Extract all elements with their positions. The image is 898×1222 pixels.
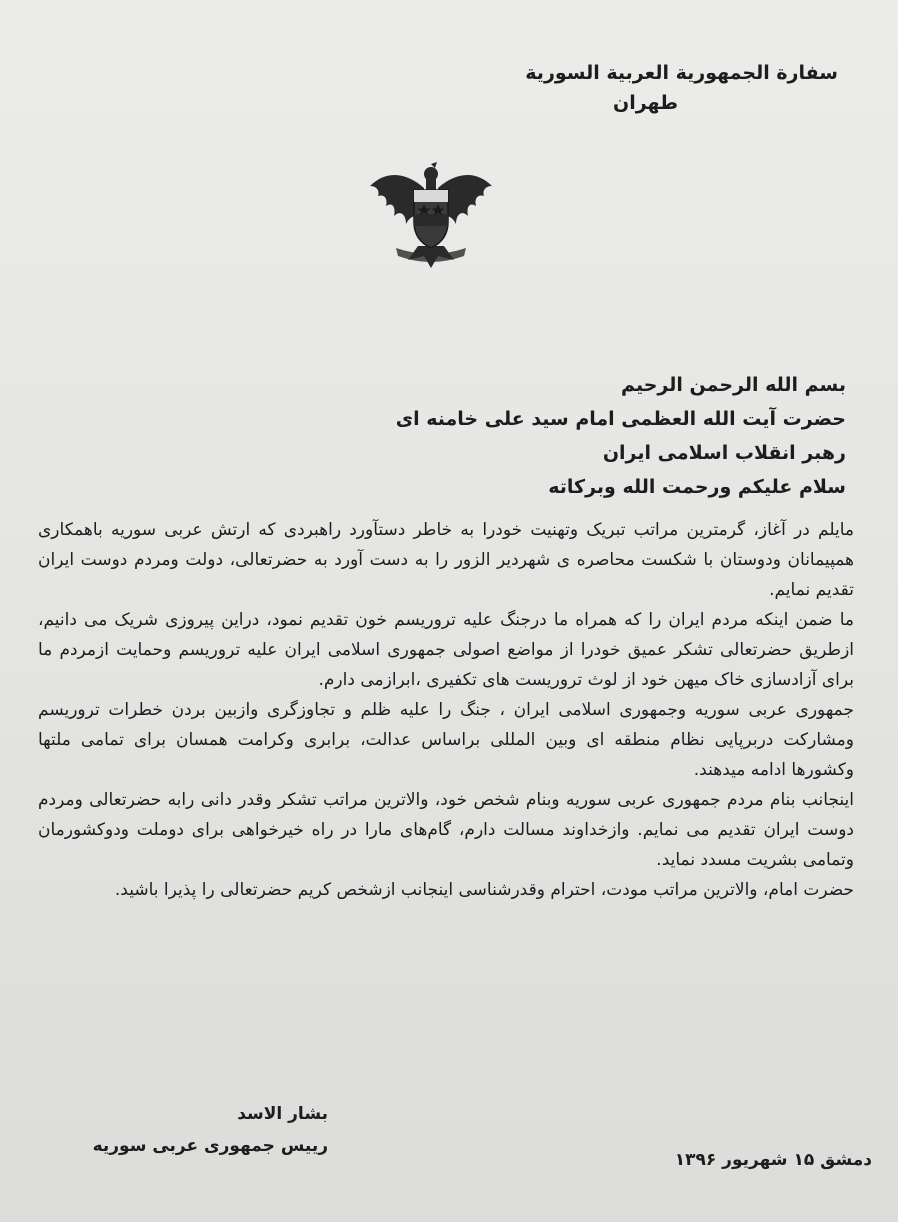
body-paragraph: ما ضمن اینکه مردم ایران را که همراه ما درجنگ علیه تروریسم خون تقدیم نمود، دراین پیروزی شریک می دانیم، ازطریق حضرتعالی تشکر عمیق خودرا از مواضع اصولی جمهوری اسلامی ایران علیه تروریسم وحمایت ازمردم ما برای آزادسازی خاک میهن خود از لوث تروریست های تکفیری ،ابرازمی دارم. <box>38 610 854 690</box>
body-paragraph: حضرت امام، والاترین مراتب مودت، احترام وقدرشناسی اینجانب ازشخص کریم حضرتعالی را پذیرا باشید. <box>114 880 854 900</box>
letterhead <box>508 58 838 118</box>
embassy-city: طهران <box>613 92 678 114</box>
body-paragraph: جمهوری عربی سوریه وجمهوری اسلامی ایران ، جنگ را علیه ظلم و تجاوزگری وازبین بردن خطرات تروریسم ومشارکت دربرپایی نظام منطقه ای وبین المللی براساس عدالت، برابری وکرامت همسان برای تمامی ملتها وکشورها ادامه میدهند. <box>38 700 854 780</box>
body-paragraph: اینجانب بنام مردم جمهوری عربی سوریه وبنام شخص خود، والاترین مراتب تشکر وقدر دانی رابه حضرتعالی ومردم دوست ایران تقدیم می نمایم. وازخداوند مسالت دارم، گام‌های مارا در راه خیرخواهی برای دوملت ودوکشورمان وتمامی بشریت مسدد نماید. <box>38 790 854 870</box>
addressee-title: رهبر انقلاب اسلامی ایران <box>602 442 846 464</box>
place-date: دمشق ۱۵ شهریور ۱۳۹۶ <box>674 1150 872 1170</box>
syrian-eagle-emblem-icon <box>366 160 496 272</box>
addressee-line: حضرت آیت الله العظمی امام سید علی خامنه ای <box>395 408 846 430</box>
signatory-name: بشار الاسد <box>237 1104 328 1124</box>
signature-block <box>38 1098 328 1162</box>
salutation-block <box>286 368 846 504</box>
embassy-name: سفارة الجمهورية العربية السورية <box>525 62 838 84</box>
body-paragraph: مایلم در آغاز، گرمترین مراتب تبریک وتهنیت خودرا به خاطر دستآورد راهبردی که ارتش عربی سوریه باهمکاری همپیمانان ودوستان با شکست محاصره ی شهردیر الزور را به دست آورد به حضرتعالی، دولت ومردم دوست ایران تقدیم نمایم. <box>38 520 854 600</box>
letter-body <box>38 515 854 905</box>
greeting-line: سلام علیکم ورحمت الله وبرکاته <box>548 476 846 498</box>
signatory-title: رییس جمهوری عربی سوریه <box>92 1136 328 1156</box>
basmala: بسم الله الرحمن الرحیم <box>621 374 846 396</box>
